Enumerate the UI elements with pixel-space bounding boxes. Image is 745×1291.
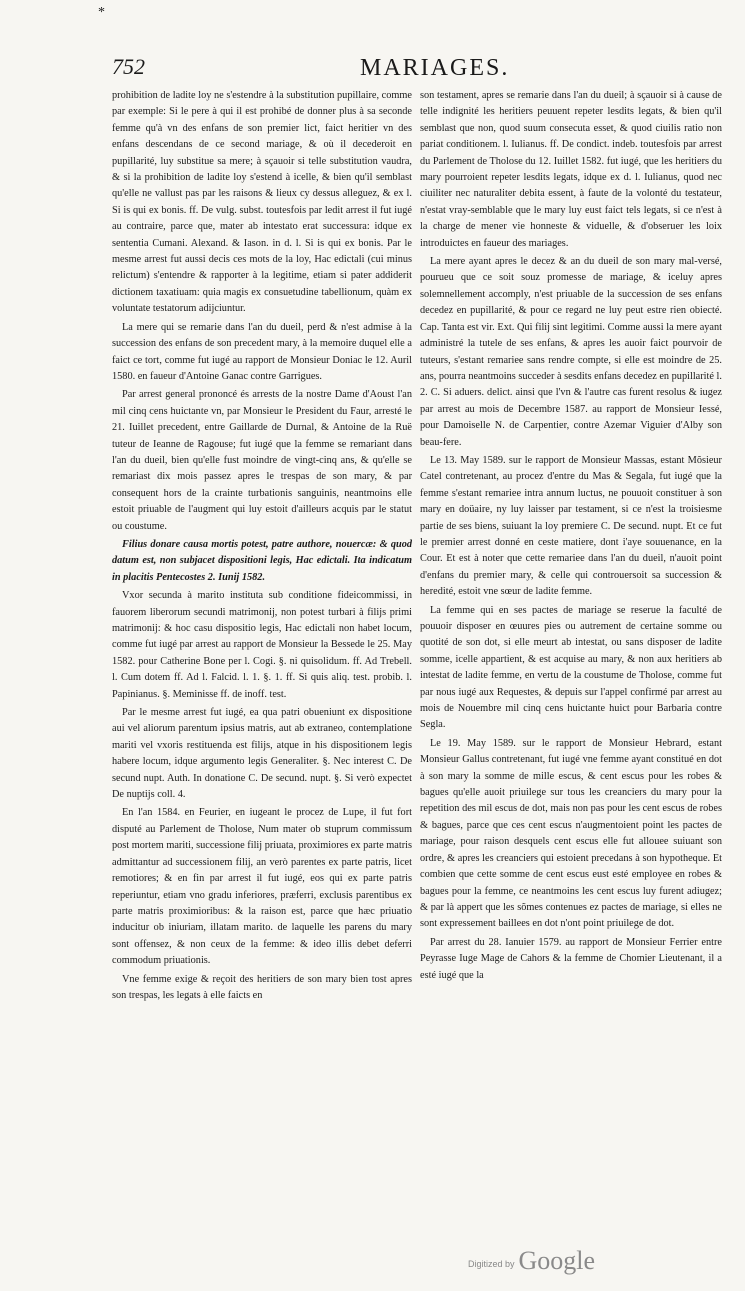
right-text-column [420, 88, 722, 1208]
google-logo: Google [518, 1246, 596, 1275]
paragraph: Filius donare causa mortis potest, patre authore, nouercæ: & quod datum est, non subjacet dispositioni legis, Hac edictali. Ita indicatum in placitis Pentecostes 2. Iunij 1582. [112, 538, 412, 583]
paragraph: La femme qui en ses pactes de mariage se reserue la faculté de pouuoir disposer en œuures pies ou autrement de certaine somme ou quotité de son dot, si elle meurt ab intestat, ou sans disposer de ladite somme, icelle appartient, & est acquise au mary, & non aux heritiers ab intestat de ladite femme, en vertu de la coustume de Tholose, comme fut par nous iugé aux Requestes, & depuis sur l'appel confirmé par arrest au mois de Nouembre mil cinq cens huictante huict pour Barbaria contre Segla. [420, 604, 722, 731]
paragraph: Par arrest general prononcé és arrests de la nostre Dame d'Aoust l'an mil cinq cens huictante vn, par Monsieur le President du Faur, arresté le 21. Iuillet precedent, entre Gaillarde de Durnal, & Antoine de la Ruë tuteur de Ieanne de Ragouse; fut iugé que la femme se remariant dans l'an du dueil, bien qu'elle fust moindre de vingt-cinq ans, & qu'elle se remariast dix mois passez apres le trespas de son mary, & par consequent hors de la crainte turbationis sanguinis, neantmoins elle estoit priuable de l'augment qui luy estoit d'ailleurs acquis par le statut ou coustume. [112, 389, 412, 532]
digitized-by-label: Digitized by [468, 1259, 515, 1269]
paragraph: La mere qui se remarie dans l'an du dueil, perd & n'est admise à la succession des enfans de son precedent mary, à la memoire duquel elle a faict ce tort, comme fut iugé au rapport de Monsieur Doniac le 12. Auril 1580. en faueur d'Antoine Ganac contre Garrigues. [112, 321, 412, 382]
page-number: 752 [112, 54, 145, 79]
paragraph: Vne femme exige & reçoit des heritiers de son mary bien tost apres son trespas, les legats à elle faicts en [112, 973, 412, 1001]
paragraph: prohibition de ladite loy ne s'estendre à la substitution pupillaire, comme par exemple: Si le pere à qui il est prohibé de donner plus à sa seconde femme qu'à vn des enfans de son premier lict, faict heritier vn des enfans descendans de ce second mariage, & où il decederoit en pupillarité, luy substitue sa mere; à sçauoir si telle substitution vaudra, & si la prohibition de ladite loy s'estend à icelle, & bien qu'il semblast qu'elle ne vallust pas par les raisons & lieux cy dessus alleguez, & ex l. Si is qui ex bonis. ff. De vulg. subst. toutesfois par ledit arrest il fut iugé au contraire, parce que, mater ab intestato erat successura: idque ex sententia Cumani. Alexand. & Iason. in d. l. Si is qui ex bonis. Par le mesme arrest fut aussi decis ces mots de la loy, Hac edictali (cui minus relictum) s'entendre & rapporter à la legitime, etiam si pater addiderit dictionem taxatiuam: quia magis ex consuetudine tabellionum, quàm ex voluntate testatorum adijciuntur. [112, 90, 412, 315]
paragraph: Le 19. May 1589. sur le rapport de Monsieur Hebrard, estant Monsieur Gallus contretenant, fut iugé vne femme ayant constitué en dot à son mary la somme de mille escus, & cent escus pour les robes & bagues qu'elle auoit priuilege sur tous les creanciers du mary pour la repetition des mil escus de dot, mais non pas pour les cent escus de robes & bagues, parce que ces cent escus n'augmentoient point les pactes de mariage, pour raison desquels cent escus elle fut allouee suiuant son ordre, & apres les creanciers qui estoient precedans à son hypotheque. Et combien que cette somme de cent escus eust esté employee en robes & bagues pour la femme, ce neantmoins les cent escus luy furent adiugez; & par là appert que les sõmes contenues ez pactes de mariage, si elles ne sont expressement baillees en dot n'ont point priuilege de dot. [420, 737, 722, 930]
paragraph: Par le mesme arrest fut iugé, ea qua patri obueniunt ex dispositione aui vel aliorum parentum ipsius matris, aut ab extraneo, contemplatione mariti vel vxoris restituenda est filijs, atque in his dispositionem legis habere locum, idque argumento legis Generaliter. §. Nec interest C. De secund nupt. Auth. In donatione C. De secund. nupt. §. Si verò expectet De nuptijs coll. 4. [112, 707, 412, 801]
left-text-column [112, 88, 412, 1208]
paragraph: Par arrest du 28. Ianuier 1579. au rapport de Monsieur Ferrier entre Peyrasse Iuge Mage de Cahors & la femme de Chomier Lieutenant, il a esté iugé que la [420, 936, 722, 981]
google-digitized-watermark [468, 1244, 595, 1274]
running-head: MARIAGES. [360, 55, 510, 81]
top-mark: * [98, 5, 105, 20]
paragraph: Vxor secunda à marito instituta sub conditione fideicommissi, in fauorem liberorum secundi matrimonij, non potest turbari à filijs primi matrimonij: & hoc casu dispositio legis, Hac edictali non habet locum, comme fut iugé par arrest au rapport de Monsieur la Bessede le 25. May 1582. pour Catherine Bone per l. Cogi. §. ni quisolidum. ff. Ad Trebell. l. Cum dotem ff. Ad l. Falcid. l. 1. §. 1. ff. Si quis aliq. test. probib. l. Papinianus. §. Meminisse ff. de inoff. test. [112, 590, 412, 700]
paragraph: Le 13. May 1589. sur le rapport de Monsieur Massas, estant Mõsieur Catel contretenant, au procez d'entre du Mas & Segala, fut iugé que la femme s'estant remariee intra annum luctus, ne pouuoit constituer à son mary en doüaire, ny luy laisser par testament, si ce n'est la troisiesme partie de ses biens, suiuant la loy premiere C. De secund. nupt. Et ce fut le premier arrest donné en ceste matiere, dont i'aye souuenance, en la Cour. Et est à noter que cette remariee dans l'an du dueil, n'auoit point d'enfans du premier mary, & celle qui controuersoit sa succession & heredité, estoit vne sœur de ladite femme. [420, 454, 722, 598]
paragraph: son testament, apres se remarie dans l'an du dueil; à sçauoir si à cause de telle indignité les heritiers peuuent repeter lesdits legats, & bien qu'il semblast que non, quod suum consecuta esset, & quod ciuilis ratio non pariat conditionem. l. Iulianus. ff. De condict. indeb. toutesfois par arrest du Parlement de Tholose du 12. Iuillet 1582. fut iugé, que les heritiers du mary pourroient repeter lesdits legats, idque ex d. l. Iulianus, quod nec ciuiliter nec naturaliter debita essent, à faute de la volonté du testateur, n'estat vray-semblable que le mary luy eust faict tels legats, si ce n'est à la charge de mener vie honneste & viduelle, & d'obseruer les loix introduictes en faueur des mariages. [420, 90, 722, 249]
paragraph: En l'an 1584. en Feurier, en iugeant le procez de Lupe, il fut fort disputé au Parlement de Tholose, Num mater ob stuprum commissum post mortem mariti, successione filij priuata, proximiores ex parte matris admittantur ad successionem filij, an verò parentes ex parte patris, licet remotiores; & en fin par arrest il fut iugé, eos qui ex parte patris reperiuntur, etiam vno gradu inferiores, præferri, exclusis parentibus ex parte matris proximioribus: & la raison est, parce que hæc priuatio inducitur ob iniuriam, illatam marito. de laquelle les parens du mary sont offensez, & non ceux de la femme: & ideo illis debet deferri commodum priuationis. [112, 807, 412, 967]
paragraph: La mere ayant apres le decez & an du dueil de son mary mal-versé, pourueu que ce soit souz promesse de mariage, & iceluy apres solemnellement accomply, n'est priuable de la succession de ses enfans decedez en pupillarité, & pour ce regard ne luy peut estre rien obiecté. Cap. Tanta est vir. Ext. Qui filij sint legitimi. Comme aussi la mere ayant administré la tutele de ses enfans, & apres les auoir faict pourvoir de tuteurs, s'estant remariee sans rendre compte, si elle est moindre de 25. ans, pourra neantmoins succeder à sesdits enfans decedez en pupillarité l. 2. C. Si aduers. delict. ainsi que l'vn & l'autre cas furent resolus & iugez par arrest au mois de Decembre 1587. au rapport de Monsieur Iessé, pour Damoiselle N. de Carpentier, contre Azemar Viguier d'Alby son beau-fere. [420, 256, 722, 448]
